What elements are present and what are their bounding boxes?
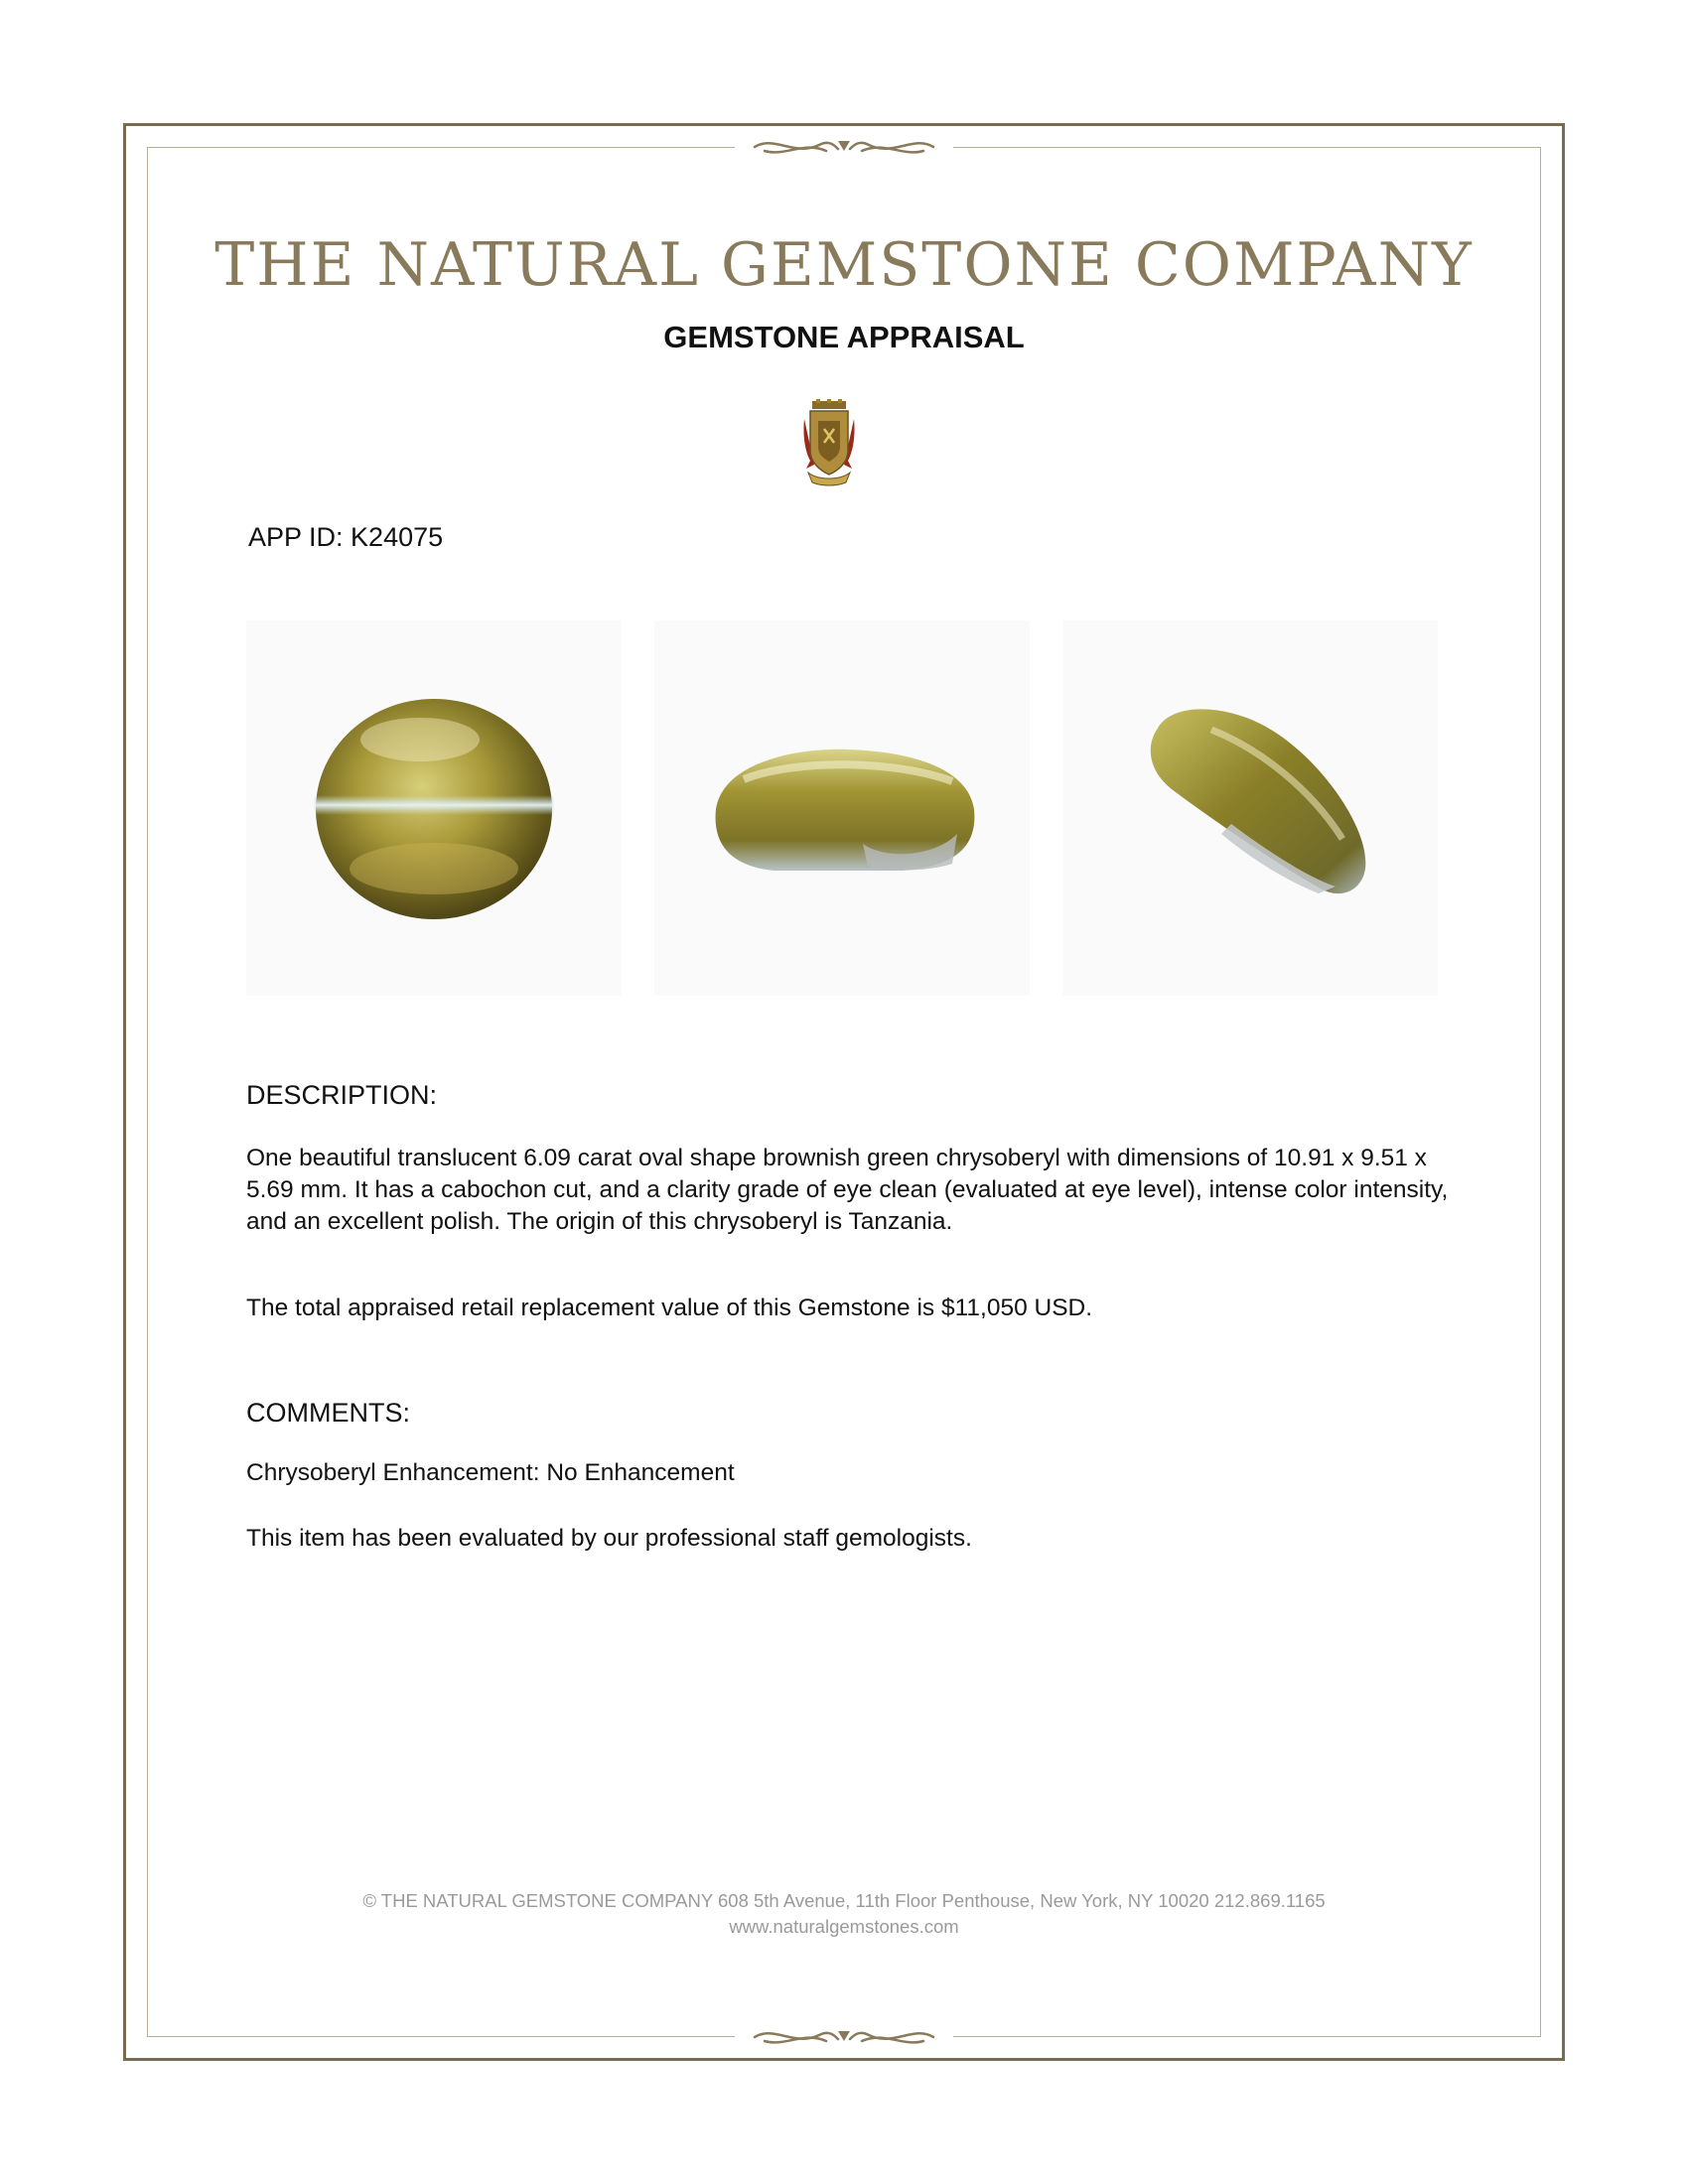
company-crest-logo <box>802 399 856 486</box>
gemstone-photo-top-view <box>246 620 622 996</box>
appraisal-id: APP ID: K24075 <box>248 522 444 552</box>
footer-website: www.naturalgemstones.com <box>729 1916 959 1937</box>
top-flourish-ornament <box>735 127 953 167</box>
company-name: THE NATURAL GEMSTONE COMPANY <box>214 230 1474 300</box>
gemstone-photo-angled-view <box>1062 620 1438 996</box>
document-title: GEMSTONE APPRAISAL <box>663 320 1025 354</box>
comments-heading: COMMENTS: <box>246 1398 410 1428</box>
gemstone-photo-side-view <box>654 620 1030 996</box>
description-heading: DESCRIPTION: <box>246 1080 438 1110</box>
appraised-value-statement: The total appraised retail replacement value of this Gemstone is $11,050 USD. <box>246 1295 1093 1321</box>
evaluation-comment: This item has been evaluated by our professional staff gemologists. <box>246 1525 972 1552</box>
bottom-flourish-ornament <box>735 2017 953 2057</box>
enhancement-comment: Chrysoberyl Enhancement: No Enhancement <box>246 1459 735 1486</box>
description-text: One beautiful translucent 6.09 carat oval shape brownish green chrysoberyl with dimensions of 10.91 x 9.51 x 5.69 mm. It has a cabochon cut, and a clarity grade of eye clean (evaluated at eye level), intense color intensity, and an excellent polish. The origin of this chrysoberyl is Tanzania. <box>246 1145 1449 1235</box>
footer-address: © THE NATURAL GEMSTONE COMPANY 608 5th Avenue, 11th Floor Penthouse, New York, NY 10020 212.869.1165 <box>362 1890 1326 1911</box>
